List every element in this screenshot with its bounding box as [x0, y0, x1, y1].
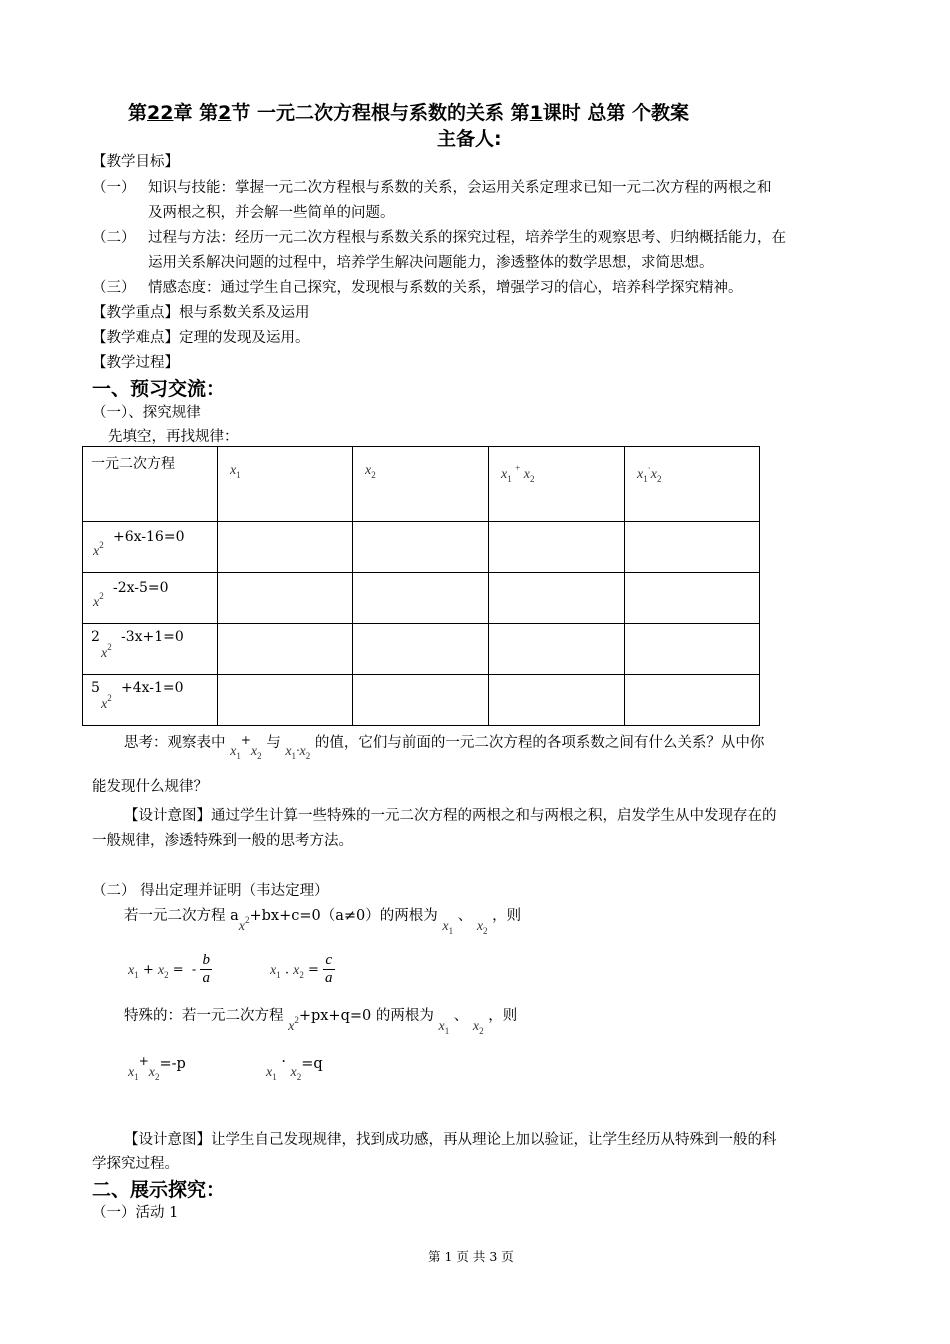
cell-sum[interactable]	[489, 573, 625, 624]
section1-sub2: （二） 得出定理并证明（韦达定理）	[92, 883, 329, 899]
cell-x1[interactable]	[218, 573, 353, 624]
equation-cell: $x^2$ -2x-5=0	[83, 573, 218, 624]
fraction-b-over-a: $\frac{b}{a}$	[202, 952, 210, 986]
fraction-c-over-a: $\frac{c}{a}$	[325, 952, 333, 986]
section1-sub1: （一）、探究规律	[92, 405, 201, 421]
objective-3-num: （三）	[92, 280, 136, 296]
equation-cell: $x^2$ +6x-16=0	[83, 522, 218, 573]
objectives-label: 【教学目标】	[92, 154, 179, 170]
cell-x1[interactable]	[218, 675, 353, 726]
table-row	[83, 573, 760, 624]
chapter-number: 22	[147, 102, 174, 124]
roots-table	[82, 446, 760, 726]
page-footer: 第 1 页 共 3 页	[428, 1249, 514, 1264]
design-intent-1-line2: 一般规律，渗透特殊到一般的思考方法。	[92, 833, 353, 849]
header-x1: $x_1$	[218, 447, 353, 522]
objective-2-line2: 运用关系解决问题的过程中，培养学生解决问题能力，渗透整体的数学思想，求简思想。	[148, 255, 714, 271]
header-sum: $x_1$ + $x_2$	[489, 447, 625, 522]
cell-x1[interactable]	[218, 522, 353, 573]
think-line2: 能发现什么规律？	[92, 779, 208, 795]
preparer-label: 主备人:	[437, 128, 502, 150]
cell-product[interactable]	[625, 624, 760, 675]
cell-x2[interactable]	[353, 522, 489, 573]
difficulty: 【教学难点】定理的发现及运用。	[92, 330, 310, 346]
think-line1: 思考：观察表中 $x_1^+x_2$ 与 $x_1\cdot x_2$ 的值，它们与前面的一元二次方程的各项系数之间有什么关系？从中你	[124, 733, 765, 761]
objective-1-line1: 知识与技能：掌握一元二次方程根与系数的关系，会运用关系定理求已知一元二次方程的两根之和	[148, 180, 772, 196]
section-number: 2	[218, 102, 232, 124]
header-equation: 一元二次方程	[83, 447, 218, 522]
cell-product[interactable]	[625, 522, 760, 573]
cell-x1[interactable]	[218, 624, 353, 675]
cell-sum[interactable]	[489, 522, 625, 573]
section1-heading: 一、预习交流：	[92, 378, 226, 400]
section1-intro: 先填空，再找规律：	[108, 429, 239, 445]
theorem-statement: 若一元二次方程 $ax^2+bx+c=0(a\ne 0)$的两根为 $x_1$ 、 $x_2$ ，则	[124, 908, 522, 936]
cell-sum[interactable]	[489, 624, 625, 675]
cell-x2[interactable]	[353, 675, 489, 726]
header-x2: $x_2$	[353, 447, 489, 522]
design-intent-2-line2: 学探究过程。	[92, 1156, 179, 1172]
special-sum-formula: $x_1^+x_2=-p$	[128, 1054, 186, 1082]
objective-1-line2: 及两根之积，并会解一些简单的问题。	[148, 205, 395, 221]
process-label: 【教学过程】	[92, 355, 179, 371]
cell-sum[interactable]	[489, 675, 625, 726]
special-product-formula: $x_1 \cdot x_2=q$	[266, 1054, 323, 1082]
vieta-product-formula: $x_1$ . $x_2$ = $\frac{c}{a}$	[270, 952, 333, 986]
design-intent-1-line1: 【设计意图】通过学生计算一些特殊的一元二次方程的两根之和与两根之积，启发学生从中发现存在的	[124, 808, 777, 824]
design-intent-2-line1: 【设计意图】让学生自己发现规律，找到成功感，再从理论上加以验证，让学生经历从特殊到一般的科	[124, 1132, 777, 1148]
section2-sub1: （一）活动 1	[92, 1205, 179, 1221]
objective-3-line1: 情感态度：通过学生自己探究，发现根与系数的关系，增强学习的信心，培养科学探究精神。	[148, 280, 743, 296]
vieta-sum-formula: $x_1 + x_2$ = - $\frac{b}{a}$	[128, 952, 210, 986]
section2-heading: 二、展示探究：	[92, 1179, 226, 1201]
lesson-number: 1	[529, 102, 543, 124]
page-title: 第22章 第2节 一元二次方程根与系数的关系 第1课时 总第 个教案	[128, 102, 690, 124]
equation-cell: 5 $x^2$ +4x-1=0	[83, 675, 218, 726]
cell-x2[interactable]	[353, 624, 489, 675]
table-row	[83, 675, 760, 726]
objective-1-num: （一）	[92, 180, 136, 196]
cell-product[interactable]	[625, 675, 760, 726]
cell-product[interactable]	[625, 573, 760, 624]
equation-cell: 2 $x^2$ -3x+1=0	[83, 624, 218, 675]
table-header-row	[83, 447, 760, 522]
key-point: 【教学重点】根与系数关系及运用	[92, 305, 310, 321]
objective-2-line1: 过程与方法：经历一元二次方程根与系数关系的探究过程，培养学生的观察思考、归纳概括能力，在	[148, 230, 786, 246]
header-product: $x_1^\cdot x_2$	[625, 447, 760, 522]
table-row	[83, 522, 760, 573]
objective-2-num: （二）	[92, 230, 136, 246]
table-row	[83, 624, 760, 675]
special-case-statement: 特殊的：若一元二次方程 $x^2+px+q=0$ 的两根为 $x_1$ 、 $x_2$ ，则	[124, 1008, 518, 1036]
cell-x2[interactable]	[353, 573, 489, 624]
